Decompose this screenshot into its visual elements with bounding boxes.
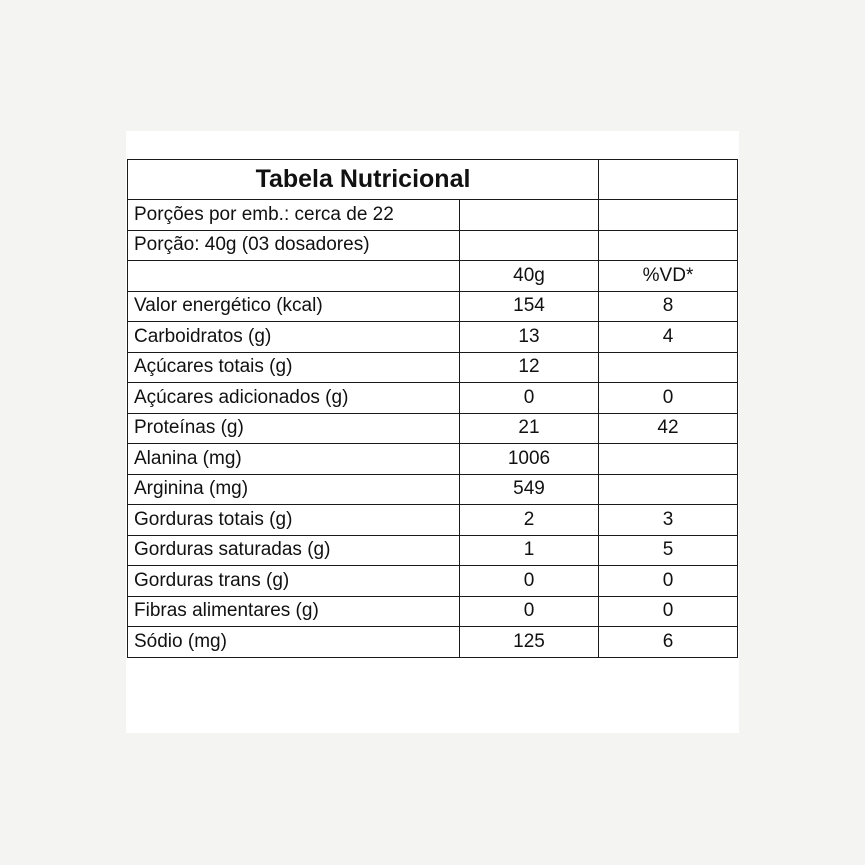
nutrient-daily-value: [599, 352, 738, 383]
nutrient-label: Alanina (mg): [128, 444, 460, 475]
table-row: [128, 413, 738, 444]
nutrient-amount: 1006: [460, 444, 599, 475]
nutrient-amount: 125: [460, 627, 599, 658]
nutrient-amount: 13: [460, 322, 599, 353]
nutrient-label: Valor energético (kcal): [128, 291, 460, 322]
table-row: [128, 627, 738, 658]
empty-cell: [460, 200, 599, 231]
nutrient-daily-value: 0: [599, 566, 738, 597]
empty-cell: [599, 160, 738, 200]
nutrient-label: Carboidratos (g): [128, 322, 460, 353]
table-row: [128, 444, 738, 475]
nutrition-card: [126, 131, 739, 733]
table-row: [128, 291, 738, 322]
nutrient-label: Açúcares adicionados (g): [128, 383, 460, 414]
nutrient-label: Arginina (mg): [128, 474, 460, 505]
nutrient-amount: 1: [460, 535, 599, 566]
daily-value-column-header: %VD*: [599, 261, 738, 292]
table-row: [128, 505, 738, 536]
table-row: [128, 322, 738, 353]
nutrient-daily-value: 6: [599, 627, 738, 658]
table-row: [128, 535, 738, 566]
serving-size-row: [128, 230, 738, 261]
table-row: [128, 566, 738, 597]
nutrient-daily-value: 8: [599, 291, 738, 322]
nutrient-label: Sódio (mg): [128, 627, 460, 658]
nutrient-label: Gorduras saturadas (g): [128, 535, 460, 566]
nutrient-label: Proteínas (g): [128, 413, 460, 444]
nutrient-amount: 21: [460, 413, 599, 444]
empty-cell: [460, 230, 599, 261]
nutrient-daily-value: 0: [599, 596, 738, 627]
serving-size: Porção: 40g (03 dosadores): [128, 230, 460, 261]
nutrient-amount: 12: [460, 352, 599, 383]
empty-cell: [128, 261, 460, 292]
servings-per-package: Porções por emb.: cerca de 22: [128, 200, 460, 231]
table-row: [128, 474, 738, 505]
table-row: [128, 596, 738, 627]
nutrient-daily-value: 4: [599, 322, 738, 353]
table-title: Tabela Nutricional: [128, 160, 599, 200]
nutrient-label: Gorduras trans (g): [128, 566, 460, 597]
amount-column-header: 40g: [460, 261, 599, 292]
nutrient-amount: 0: [460, 383, 599, 414]
table-row: [128, 352, 738, 383]
nutrient-amount: 549: [460, 474, 599, 505]
nutrient-label: Fibras alimentares (g): [128, 596, 460, 627]
nutrient-amount: 0: [460, 596, 599, 627]
nutrient-amount: 0: [460, 566, 599, 597]
nutrition-table: [127, 159, 738, 658]
nutrient-daily-value: 42: [599, 413, 738, 444]
empty-cell: [599, 200, 738, 231]
nutrient-amount: 154: [460, 291, 599, 322]
nutrient-daily-value: 5: [599, 535, 738, 566]
nutrient-amount: 2: [460, 505, 599, 536]
table-row: [128, 383, 738, 414]
empty-cell: [599, 230, 738, 261]
nutrient-daily-value: 0: [599, 383, 738, 414]
nutrient-daily-value: [599, 474, 738, 505]
nutrient-label: Gorduras totais (g): [128, 505, 460, 536]
nutrient-daily-value: [599, 444, 738, 475]
table-title-row: [128, 160, 738, 200]
nutrient-daily-value: 3: [599, 505, 738, 536]
nutrient-label: Açúcares totais (g): [128, 352, 460, 383]
column-header-row: [128, 261, 738, 292]
servings-row: [128, 200, 738, 231]
